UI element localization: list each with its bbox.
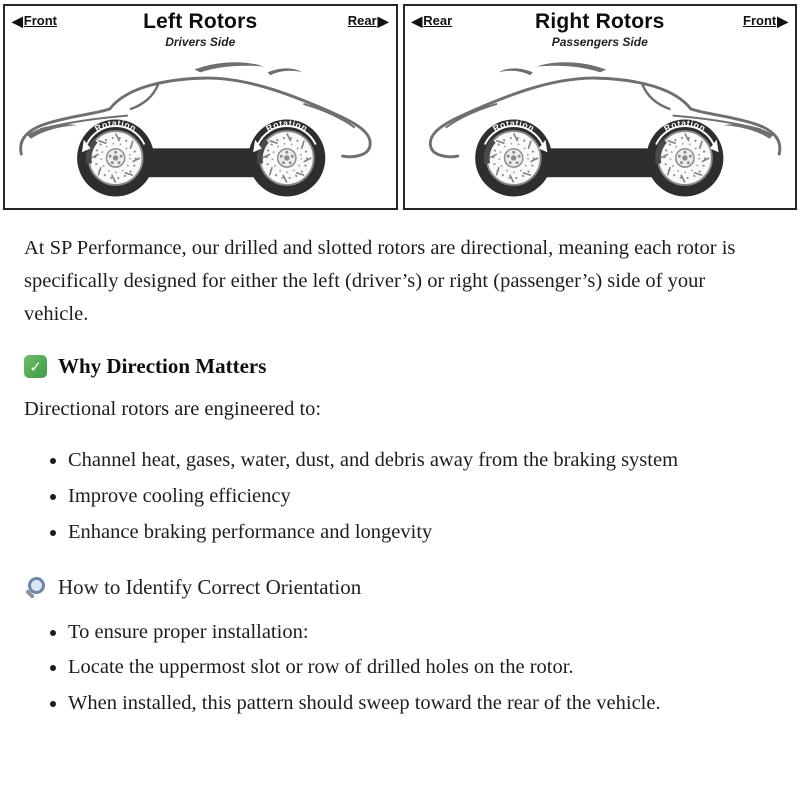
direction-text: Front xyxy=(23,13,57,28)
list-item: • Improve cooling efficiency xyxy=(68,480,720,513)
panel-title-block xyxy=(5,10,396,49)
list-item: • Locate the uppermost slot or row of drilled holes on the rotor. xyxy=(68,651,720,684)
magnifier-icon xyxy=(24,576,47,599)
panel-left-rotors xyxy=(3,4,398,210)
direction-text: Rear xyxy=(347,13,377,28)
panel-title-block xyxy=(405,10,796,49)
list-item: • To ensure proper installation: xyxy=(68,616,720,649)
rotor-direction-diagram xyxy=(0,0,800,210)
direction-text: Front xyxy=(743,13,777,28)
panel-title: Left Rotors xyxy=(143,10,258,33)
panel-title: Right Rotors xyxy=(534,10,665,33)
car-illustration-right xyxy=(405,56,796,208)
front-direction-label xyxy=(12,13,57,28)
panel-subtitle: Passengers Side xyxy=(551,35,648,49)
front-direction-label xyxy=(743,13,788,28)
right-arrow-icon: ▶ xyxy=(777,12,788,29)
right-arrow-icon: ▶ xyxy=(377,12,389,29)
intro-paragraph: At SP Performance, our drilled and slotted rotors are directional, meaning each rotor is specifically designed for either the left (driver’s) or right (passenger’s) side of your vehicle. xyxy=(24,237,736,325)
heading-text: Why Direction Matters xyxy=(58,354,267,379)
list-item: • Enhance braking performance and longevity xyxy=(68,516,720,549)
car-illustration-left xyxy=(5,56,396,208)
rear-direction-label xyxy=(412,13,453,28)
heading-why-direction-matters xyxy=(24,354,774,379)
heading-text: How to Identify Correct Orientation xyxy=(58,574,362,599)
left-arrow-icon: ◀ xyxy=(12,12,23,29)
article xyxy=(0,210,800,720)
panel-right-rotors xyxy=(403,4,798,210)
left-arrow-icon: ◀ xyxy=(411,12,423,29)
panel-left-header xyxy=(5,6,396,56)
rotation-label: Rotation xyxy=(661,117,708,134)
panel-right-header xyxy=(405,6,796,56)
rotation-label: Rotation xyxy=(264,117,310,134)
direction-text: Rear xyxy=(423,13,453,28)
rotation-label: Rotation xyxy=(92,117,139,134)
rotation-label: Rotation xyxy=(490,117,536,134)
orientation-list xyxy=(24,616,774,720)
lead-paragraph: Directional rotors are engineered to: xyxy=(24,398,322,421)
heading-identify-orientation xyxy=(24,575,774,600)
list-item: • Channel heat, gases, water, dust, and debris away from the braking system xyxy=(68,444,720,477)
rear-direction-label xyxy=(348,13,389,28)
benefits-list xyxy=(24,444,774,548)
panel-subtitle: Drivers Side xyxy=(165,35,236,49)
check-icon: ✓ xyxy=(24,355,47,378)
list-item: • When installed, this pattern should sweep toward the rear of the vehicle. xyxy=(68,687,720,720)
